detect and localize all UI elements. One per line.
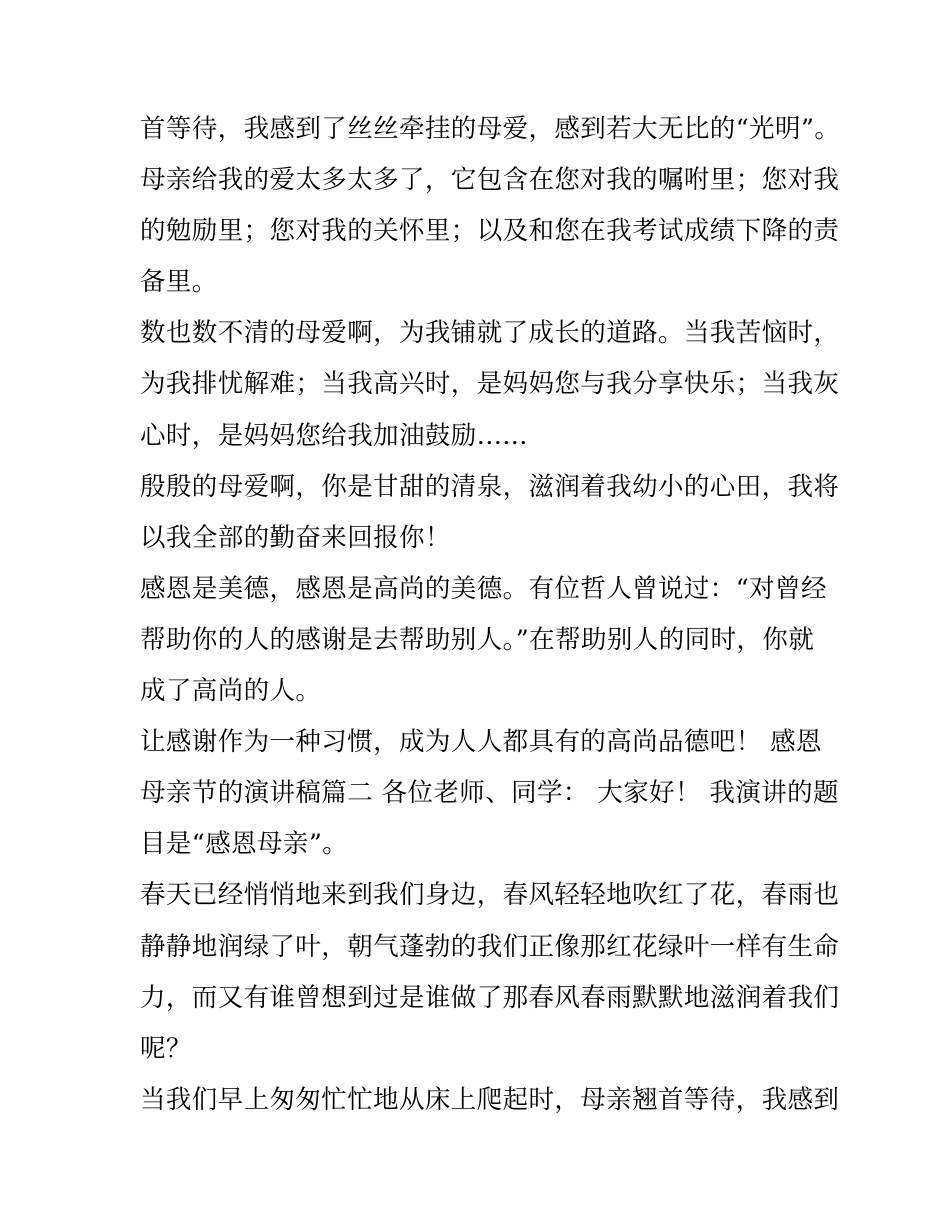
text-line: 力，而又有谁曾想到过是谁做了那春风春雨默默地滋润着我们 bbox=[140, 982, 840, 1013]
text-line: 殷殷的母爱啊，你是甘甜的清泉，滋润着我幼小的心田，我将 bbox=[140, 471, 840, 502]
text-line: 以我全部的勤奋来回报你！ bbox=[140, 522, 451, 553]
text-line: 呢？ bbox=[140, 1033, 192, 1064]
text-line: 数也数不清的母爱啊，为我铺就了成长的道路。当我苦恼时， bbox=[140, 318, 840, 349]
text-line: 的勉励里；您对我的关怀里；以及和您在我考试成绩下降的责 bbox=[140, 216, 840, 247]
text-line: 帮助你的人的感谢是去帮助别人。”在帮助别人的同时，你就 bbox=[140, 624, 815, 655]
text-line: 感恩是美德，感恩是高尚的美德。有位哲人曾说过：“对曾经 bbox=[140, 573, 827, 604]
text-line: 为我排忧解难；当我高兴时，是妈妈您与我分享快乐；当我灰 bbox=[140, 369, 840, 400]
text-line: 心时，是妈妈您给我加油鼓励...... bbox=[140, 420, 528, 451]
text-line: 春天已经悄悄地来到我们身边，春风轻轻地吹红了花，春雨也 bbox=[140, 880, 840, 911]
document-body bbox=[140, 104, 841, 1126]
text-line: 成了高尚的人。 bbox=[140, 676, 322, 707]
text-line: 静静地润绿了叶，朝气蓬勃的我们正像那红花绿叶一样有生命 bbox=[140, 931, 840, 962]
text-line: 让感谢作为一种习惯，成为人人都具有的高尚品德吧！ 感恩 bbox=[140, 727, 822, 758]
text-line: 母亲给我的爱太多太多了，它包含在您对我的嘱咐里；您对我 bbox=[140, 165, 840, 196]
text-line: 母亲节的演讲稿篇二 各位老师、同学： 大家好！ 我演讲的题 bbox=[140, 778, 839, 809]
text-line: 首等待，我感到了丝丝牵挂的母爱，感到若大无比的“光明”。 bbox=[140, 114, 841, 144]
text-line: 目是“感恩母亲”。 bbox=[140, 829, 349, 860]
text-line: 备里。 bbox=[140, 267, 218, 298]
text-line: 当我们早上匆匆忙忙地从床上爬起时，母亲翘首等待，我感到 bbox=[140, 1084, 840, 1115]
